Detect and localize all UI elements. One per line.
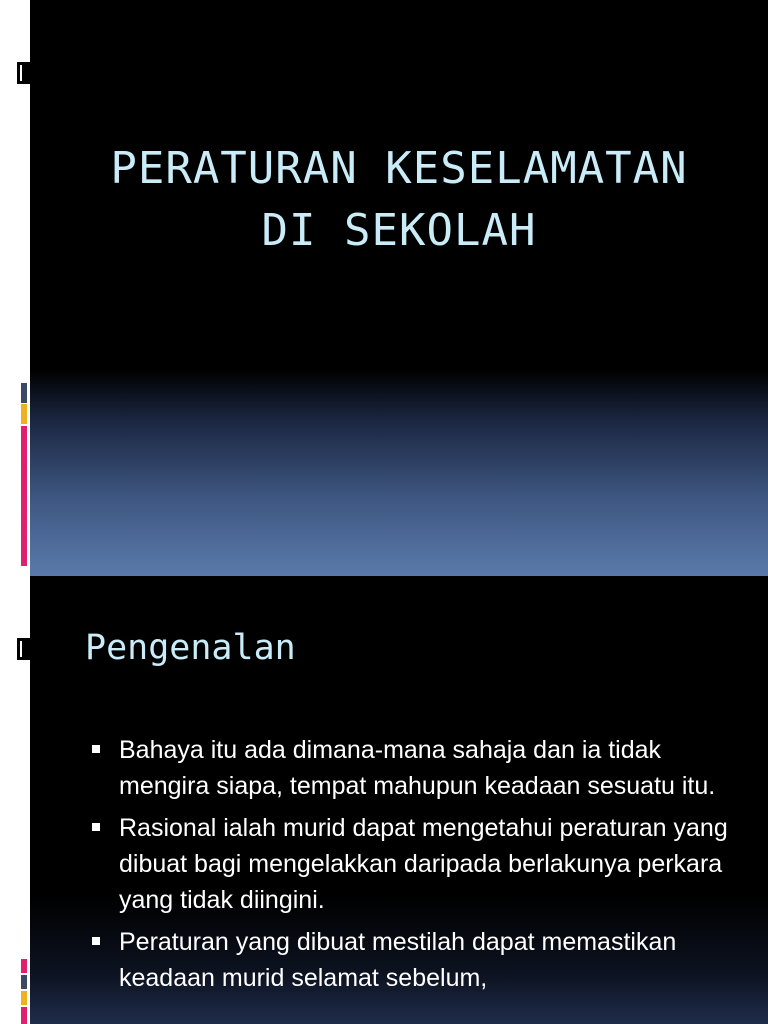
bullet-square-icon [92,745,100,753]
slide-marker-icon [17,638,30,660]
slide-left-strip [0,576,30,1024]
intro-slide [0,576,768,1024]
slide-title-line-2: DI SEKOLAH [261,205,537,256]
bullet-square-icon [92,937,100,945]
bullet-item [92,732,728,804]
accent-bar-gold [21,404,27,424]
slide-title [30,138,768,262]
accent-bar-slate [21,975,27,989]
bullet-text: Rasional ialah murid dapat mengetahui peraturan yang dibuat bagi mengelakkan daripada berlakunya perkara yang tidak diingini. [119,814,728,914]
slide-heading: Pengenalan [85,628,296,668]
bullet-square-icon [92,823,100,831]
bullet-item [92,924,728,996]
accent-bar-pink [21,426,27,566]
accent-bar-slate [21,383,27,403]
bullet-item [92,810,728,918]
accent-bar-pink [21,1007,27,1024]
accent-bar-gold [21,991,27,1005]
slide-marker-icon [17,62,30,84]
bullet-list [92,732,728,1002]
bullet-text: Bahaya itu ada dimana-mana sahaja dan ia tidak mengira siapa, tempat mahupun keadaan sesuatu itu. [119,736,716,800]
slide-left-strip [0,0,30,576]
bullet-text: Peraturan yang dibuat mestilah dapat memastikan keadaan murid selamat sebelum, [119,928,677,992]
accent-bar-pink [21,959,27,973]
slide-title-line-1: PERATURAN KESELAMATAN [110,143,688,194]
